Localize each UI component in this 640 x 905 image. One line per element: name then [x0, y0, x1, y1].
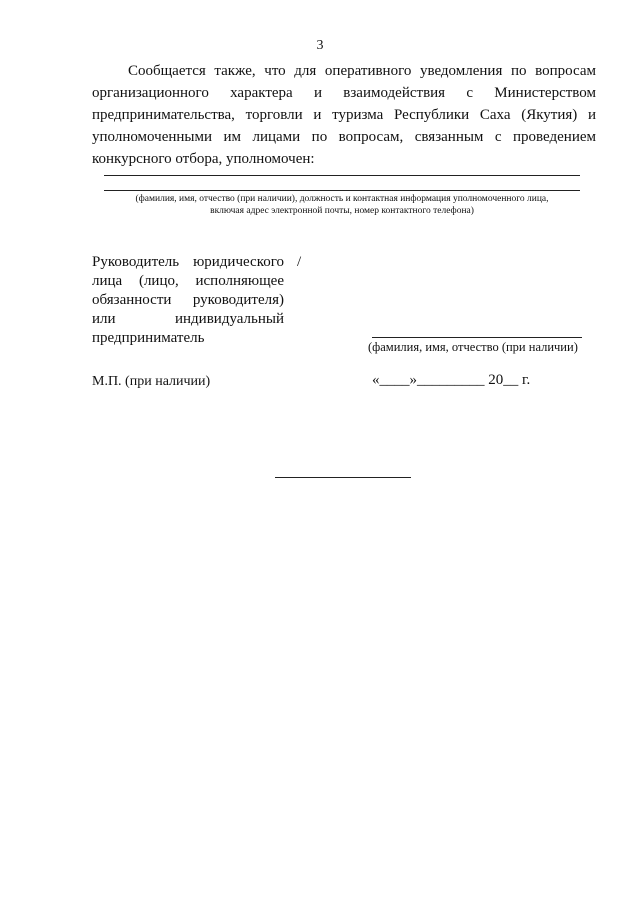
signer-slash: / [297, 254, 302, 270]
end-separator-line [275, 477, 411, 478]
authorized-person-caption [92, 193, 592, 217]
intro-paragraph: Сообщается также, что для оперативного уведомления по вопросам организационного характера и взаимодействия с Министерством предпринимательства, торговли и туризма Республики Саха (Якутия) и уполномоченными им лицами по вопросам, связанным с проведением конкурсного отбора, уполномочен: [92, 63, 596, 167]
date-field: «____»_________ 20__ г. [372, 372, 531, 388]
page-number: 3 [316, 38, 324, 53]
stamp-label: М.П. (при наличии) [92, 374, 211, 389]
caption-line-2: включая адрес электронной почты, номер контактного телефона) [210, 206, 474, 216]
caption-line-1: (фамилия, имя, отчество (при наличии), должность и контактная информация уполномоченного лица, [135, 194, 549, 204]
authorized-person-line [104, 175, 580, 176]
authorized-person-line-2 [104, 190, 580, 191]
signature-name-caption: (фамилия, имя, отчество (при наличии) [368, 340, 578, 354]
signature-name-line [372, 337, 582, 338]
signer-label: Руководитель юридического лица (лицо, исполняющее обязанности руководителя) или индивидуальный предприниматель [92, 254, 284, 346]
